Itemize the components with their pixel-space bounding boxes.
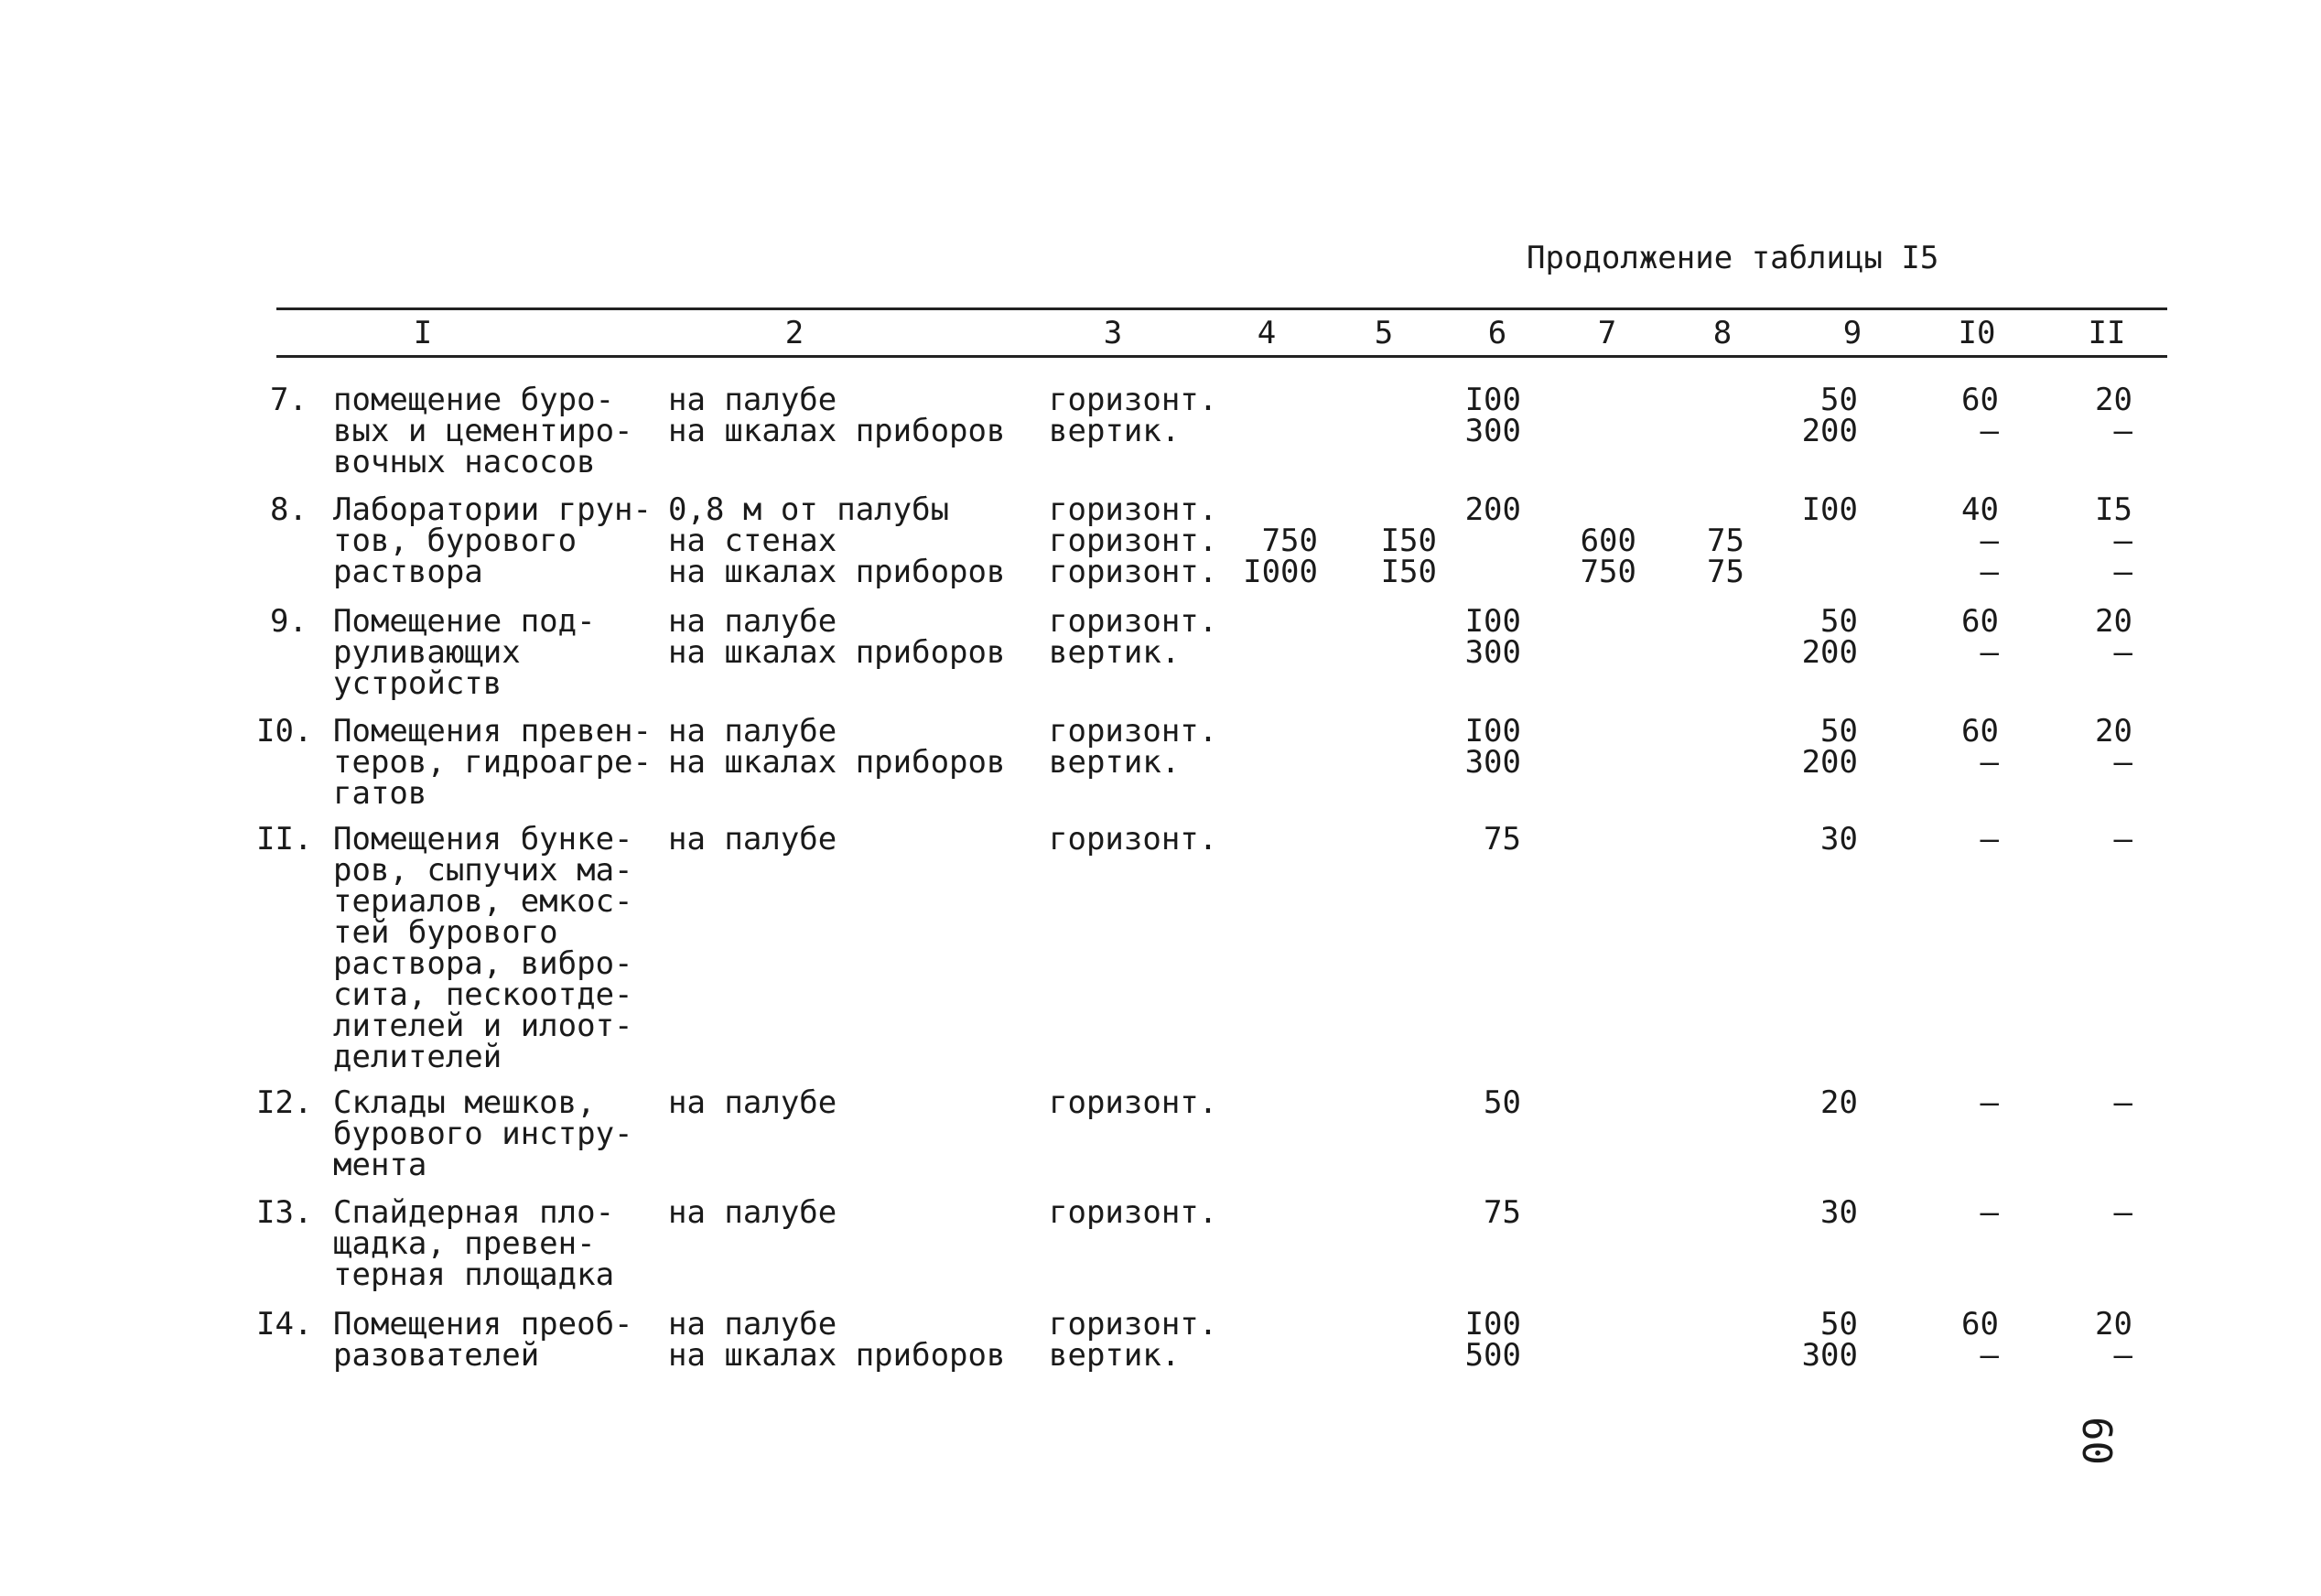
cell-line: I000 bbox=[1243, 554, 1318, 590]
cell-line: 300 bbox=[1464, 744, 1521, 781]
cell-c9 bbox=[1766, 713, 1858, 781]
cell-no bbox=[256, 491, 308, 528]
cell-line: горизонт. bbox=[1049, 382, 1218, 418]
cell-name bbox=[333, 603, 663, 702]
cell-line: 60 bbox=[1961, 713, 1999, 749]
cell-line: 9. bbox=[270, 603, 308, 640]
cell-line: I0. bbox=[256, 713, 313, 749]
cell-c11 bbox=[2078, 1084, 2132, 1121]
header-cell-4: 4 bbox=[1257, 315, 1277, 351]
cell-c6 bbox=[1430, 1084, 1521, 1121]
header-cell-1: I bbox=[413, 315, 433, 351]
cell-line: I00 bbox=[1801, 491, 1858, 528]
cell-place bbox=[668, 603, 1034, 671]
cell-line: на палубе bbox=[668, 821, 837, 857]
cell-line: сита, пескоотде- bbox=[333, 976, 633, 1013]
cell-line: 75 bbox=[1707, 523, 1744, 559]
cell-name bbox=[333, 1084, 663, 1183]
cell-c11 bbox=[2078, 603, 2132, 671]
cell-c6 bbox=[1430, 491, 1521, 528]
page-number: 60 bbox=[2073, 1417, 2120, 1465]
cell-name bbox=[333, 1306, 663, 1374]
cell-line: Помещения превен- bbox=[333, 713, 652, 749]
cell-c10 bbox=[1944, 1194, 1999, 1231]
cell-line: на палубе bbox=[668, 603, 837, 640]
cell-line: – bbox=[2113, 634, 2132, 671]
cell-line bbox=[1664, 494, 1744, 525]
cell-c11 bbox=[2078, 713, 2132, 781]
cell-line: 20 bbox=[2095, 382, 2132, 418]
cell-line: горизонт. bbox=[1049, 1084, 1218, 1121]
cell-line: терная площадка bbox=[333, 1256, 615, 1293]
cell-line: горизонт. bbox=[1049, 523, 1218, 559]
cell-line: раствора, вибро- bbox=[333, 945, 633, 982]
cell-line: I00 bbox=[1464, 1306, 1521, 1343]
cell-no bbox=[256, 382, 308, 418]
cell-line: руливающих bbox=[333, 634, 521, 671]
cell-no bbox=[256, 1306, 313, 1343]
cell-plane bbox=[1049, 384, 1232, 447]
cell-line bbox=[1217, 494, 1318, 525]
table-header-rule bbox=[276, 355, 2167, 358]
cell-line: на шкалах приборов bbox=[668, 554, 1006, 590]
cell-place bbox=[668, 384, 1034, 447]
cell-line: горизонт. bbox=[1049, 713, 1218, 749]
cell-c10 bbox=[1944, 1084, 1999, 1121]
cell-line: Спайдерная пло- bbox=[333, 1194, 615, 1231]
cell-c6 bbox=[1430, 713, 1521, 781]
header-cell-10: I0 bbox=[1958, 315, 1996, 351]
cell-line: 60 bbox=[1961, 603, 1999, 640]
cell-line: 60 bbox=[1961, 1306, 1999, 1343]
cell-c7 bbox=[1545, 494, 1636, 588]
cell-no bbox=[256, 821, 313, 857]
cell-plane bbox=[1049, 603, 1232, 671]
cell-line: 50 bbox=[1820, 382, 1858, 418]
cell-line: 20 bbox=[1820, 1084, 1858, 1121]
cell-line: 30 bbox=[1820, 1194, 1858, 1231]
cell-c10 bbox=[1944, 821, 1999, 857]
cell-line: – bbox=[2113, 821, 2132, 857]
cell-line: 300 bbox=[1801, 1337, 1858, 1374]
cell-no bbox=[256, 603, 308, 640]
cell-name bbox=[333, 713, 663, 812]
cell-line: вочных насосов bbox=[333, 444, 596, 480]
header-cell-6: 6 bbox=[1487, 315, 1507, 351]
cell-line: 0,8 м от палубы bbox=[668, 491, 950, 528]
cell-line: 300 bbox=[1464, 413, 1521, 449]
header-cell-2: 2 bbox=[784, 315, 804, 351]
cell-line: разователей bbox=[333, 1337, 540, 1374]
cell-line: на шкалах приборов bbox=[668, 744, 1006, 781]
cell-c9 bbox=[1766, 821, 1858, 857]
cell-line: Помещение под- bbox=[333, 603, 596, 640]
cell-line: на палубе bbox=[668, 382, 837, 418]
cell-line: – bbox=[2113, 554, 2132, 590]
cell-line: вертик. bbox=[1049, 413, 1181, 449]
cell-line: 500 bbox=[1464, 1337, 1521, 1374]
cell-line: 20 bbox=[2095, 713, 2132, 749]
header-cell-8: 8 bbox=[1712, 315, 1733, 351]
cell-line: на шкалах приборов bbox=[668, 634, 1006, 671]
cell-c10 bbox=[1944, 491, 1999, 590]
cell-name bbox=[333, 821, 663, 1075]
cell-c6 bbox=[1430, 1306, 1521, 1374]
cell-line: 200 bbox=[1464, 491, 1521, 528]
cell-line: на стенах bbox=[668, 523, 837, 559]
cell-line: 75 bbox=[1707, 554, 1744, 590]
cell-c6 bbox=[1430, 1194, 1521, 1231]
cell-c10 bbox=[1944, 603, 1999, 671]
cell-line: горизонт. bbox=[1049, 603, 1218, 640]
cell-line: тов, бурового bbox=[333, 523, 578, 559]
cell-line: помещение буро- bbox=[333, 382, 615, 418]
cell-line: вых и цементиро- bbox=[333, 413, 633, 449]
cell-c9 bbox=[1766, 1306, 1858, 1374]
cell-line: 20 bbox=[2095, 603, 2132, 640]
cell-line: – bbox=[2113, 413, 2132, 449]
cell-line: вертик. bbox=[1049, 634, 1181, 671]
cell-line: 20 bbox=[2095, 1306, 2132, 1343]
cell-place bbox=[668, 1306, 1034, 1374]
cell-plane bbox=[1049, 1194, 1232, 1231]
cell-line: 50 bbox=[1820, 713, 1858, 749]
cell-place bbox=[668, 713, 1034, 781]
cell-line: – bbox=[2113, 1194, 2132, 1231]
cell-line: горизонт. bbox=[1049, 821, 1218, 857]
cell-plane bbox=[1049, 491, 1232, 590]
cell-line: – bbox=[1980, 1084, 1999, 1121]
cell-place bbox=[668, 821, 1034, 857]
cell-c11 bbox=[2078, 1194, 2132, 1231]
cell-line: на шкалах приборов bbox=[668, 413, 1006, 449]
cell-no bbox=[256, 713, 313, 749]
cell-line: I00 bbox=[1464, 603, 1521, 640]
cell-line: – bbox=[1980, 554, 1999, 590]
cell-c11 bbox=[2078, 384, 2132, 447]
cell-line: горизонт. bbox=[1049, 554, 1218, 590]
cell-line: I00 bbox=[1464, 713, 1521, 749]
cell-line: делителей bbox=[333, 1039, 502, 1075]
cell-c9 bbox=[1766, 1084, 1858, 1121]
cell-line: ров, сыпучих ма- bbox=[333, 852, 633, 889]
cell-line: лителей и илоот- bbox=[333, 1008, 633, 1044]
cell-c11 bbox=[2078, 491, 2132, 590]
header-cell-3: 3 bbox=[1103, 315, 1123, 351]
cell-place bbox=[668, 1084, 1034, 1121]
cell-c10 bbox=[1944, 1306, 1999, 1374]
cell-line: 75 bbox=[1484, 1194, 1521, 1231]
cell-line: на палубе bbox=[668, 713, 837, 749]
cell-line: Лаборатории грун- bbox=[333, 491, 652, 528]
header-cell-9: 9 bbox=[1842, 315, 1862, 351]
cell-line: – bbox=[1980, 1337, 1999, 1374]
cell-c5 bbox=[1345, 494, 1437, 588]
cell-line bbox=[1545, 494, 1636, 525]
cell-line: на шкалах приборов bbox=[668, 1337, 1006, 1374]
cell-c10 bbox=[1944, 713, 1999, 781]
cell-line: – bbox=[2113, 523, 2132, 559]
cell-line: горизонт. bbox=[1049, 1306, 1218, 1343]
cell-line: щадка, превен- bbox=[333, 1225, 596, 1262]
cell-line: вертик. bbox=[1049, 744, 1181, 781]
cell-line: на палубе bbox=[668, 1306, 837, 1343]
cell-c9 bbox=[1766, 603, 1858, 671]
cell-c4 bbox=[1217, 494, 1318, 588]
cell-c9 bbox=[1766, 491, 1858, 528]
cell-line: – bbox=[1980, 634, 1999, 671]
cell-line: – bbox=[2113, 744, 2132, 781]
cell-line: 60 bbox=[1961, 382, 1999, 418]
cell-line: 8. bbox=[270, 491, 308, 528]
table-top-rule bbox=[276, 307, 2167, 310]
cell-line: териалов, емкос- bbox=[333, 883, 633, 920]
cell-line: гатов bbox=[333, 775, 427, 812]
cell-c11 bbox=[2078, 821, 2132, 857]
cell-c11 bbox=[2078, 1306, 2132, 1374]
cell-line: I50 bbox=[1380, 554, 1437, 590]
cell-line: – bbox=[1980, 744, 1999, 781]
cell-line: 75 bbox=[1484, 821, 1521, 857]
cell-line: 50 bbox=[1820, 603, 1858, 640]
cell-line: 40 bbox=[1961, 491, 1999, 528]
cell-line: теров, гидроагре- bbox=[333, 744, 652, 781]
cell-line: 50 bbox=[1820, 1306, 1858, 1343]
cell-line: I5 bbox=[2095, 491, 2132, 528]
cell-no bbox=[256, 1194, 313, 1231]
cell-line: тей бурового bbox=[333, 914, 558, 951]
cell-line: – bbox=[1980, 821, 1999, 857]
cell-line: вертик. bbox=[1049, 1337, 1181, 1374]
cell-line: 600 bbox=[1580, 523, 1636, 559]
cell-line: 7. bbox=[270, 382, 308, 418]
cell-line: II. bbox=[256, 821, 313, 857]
cell-line: I50 bbox=[1380, 523, 1437, 559]
cell-line: – bbox=[1980, 523, 1999, 559]
cell-line: – bbox=[2113, 1084, 2132, 1121]
cell-line: 750 bbox=[1580, 554, 1636, 590]
cell-place bbox=[668, 1194, 1034, 1231]
cell-line: на палубе bbox=[668, 1194, 837, 1231]
cell-line: Помещения преоб- bbox=[333, 1306, 633, 1343]
cell-line: мента bbox=[333, 1147, 427, 1183]
cell-line: 50 bbox=[1484, 1084, 1521, 1121]
cell-line: на палубе bbox=[668, 1084, 837, 1121]
cell-line: I3. bbox=[256, 1194, 313, 1231]
cell-no bbox=[256, 1084, 313, 1121]
cell-line: I4. bbox=[256, 1306, 313, 1343]
cell-line: 30 bbox=[1820, 821, 1858, 857]
cell-line: горизонт. bbox=[1049, 1194, 1218, 1231]
cell-c6 bbox=[1430, 603, 1521, 671]
header-cell-7: 7 bbox=[1597, 315, 1617, 351]
cell-line: I00 bbox=[1464, 382, 1521, 418]
cell-line: – bbox=[2113, 1337, 2132, 1374]
cell-name bbox=[333, 1194, 663, 1293]
cell-line: – bbox=[1980, 413, 1999, 449]
cell-c10 bbox=[1944, 384, 1999, 447]
cell-plane bbox=[1049, 821, 1232, 857]
header-cell-5: 5 bbox=[1374, 315, 1394, 351]
table-caption: Продолжение таблицы I5 bbox=[1527, 240, 1939, 276]
cell-line: – bbox=[1980, 1194, 1999, 1231]
cell-line: I2. bbox=[256, 1084, 313, 1121]
cell-line: раствора bbox=[333, 554, 483, 590]
cell-name bbox=[333, 384, 663, 478]
cell-line: 200 bbox=[1801, 634, 1858, 671]
cell-line: 200 bbox=[1801, 744, 1858, 781]
cell-plane bbox=[1049, 1084, 1232, 1121]
cell-line: бурового инстру- bbox=[333, 1116, 633, 1152]
cell-line: 300 bbox=[1464, 634, 1521, 671]
cell-line: Склады мешков, bbox=[333, 1084, 596, 1121]
cell-line: 200 bbox=[1801, 413, 1858, 449]
cell-plane bbox=[1049, 713, 1232, 781]
cell-line bbox=[1345, 494, 1437, 525]
cell-c6 bbox=[1430, 821, 1521, 857]
cell-line: Помещения бунке- bbox=[333, 821, 633, 857]
cell-c6 bbox=[1430, 384, 1521, 447]
cell-plane bbox=[1049, 1306, 1232, 1374]
cell-c9 bbox=[1766, 384, 1858, 447]
cell-c9 bbox=[1766, 1194, 1858, 1231]
header-cell-11: II bbox=[2088, 315, 2126, 351]
cell-line: 750 bbox=[1261, 523, 1318, 559]
cell-line: горизонт. bbox=[1049, 491, 1218, 528]
cell-name bbox=[333, 491, 663, 590]
cell-place bbox=[668, 491, 1034, 590]
cell-c8 bbox=[1664, 494, 1744, 588]
cell-line: устройств bbox=[333, 665, 502, 702]
